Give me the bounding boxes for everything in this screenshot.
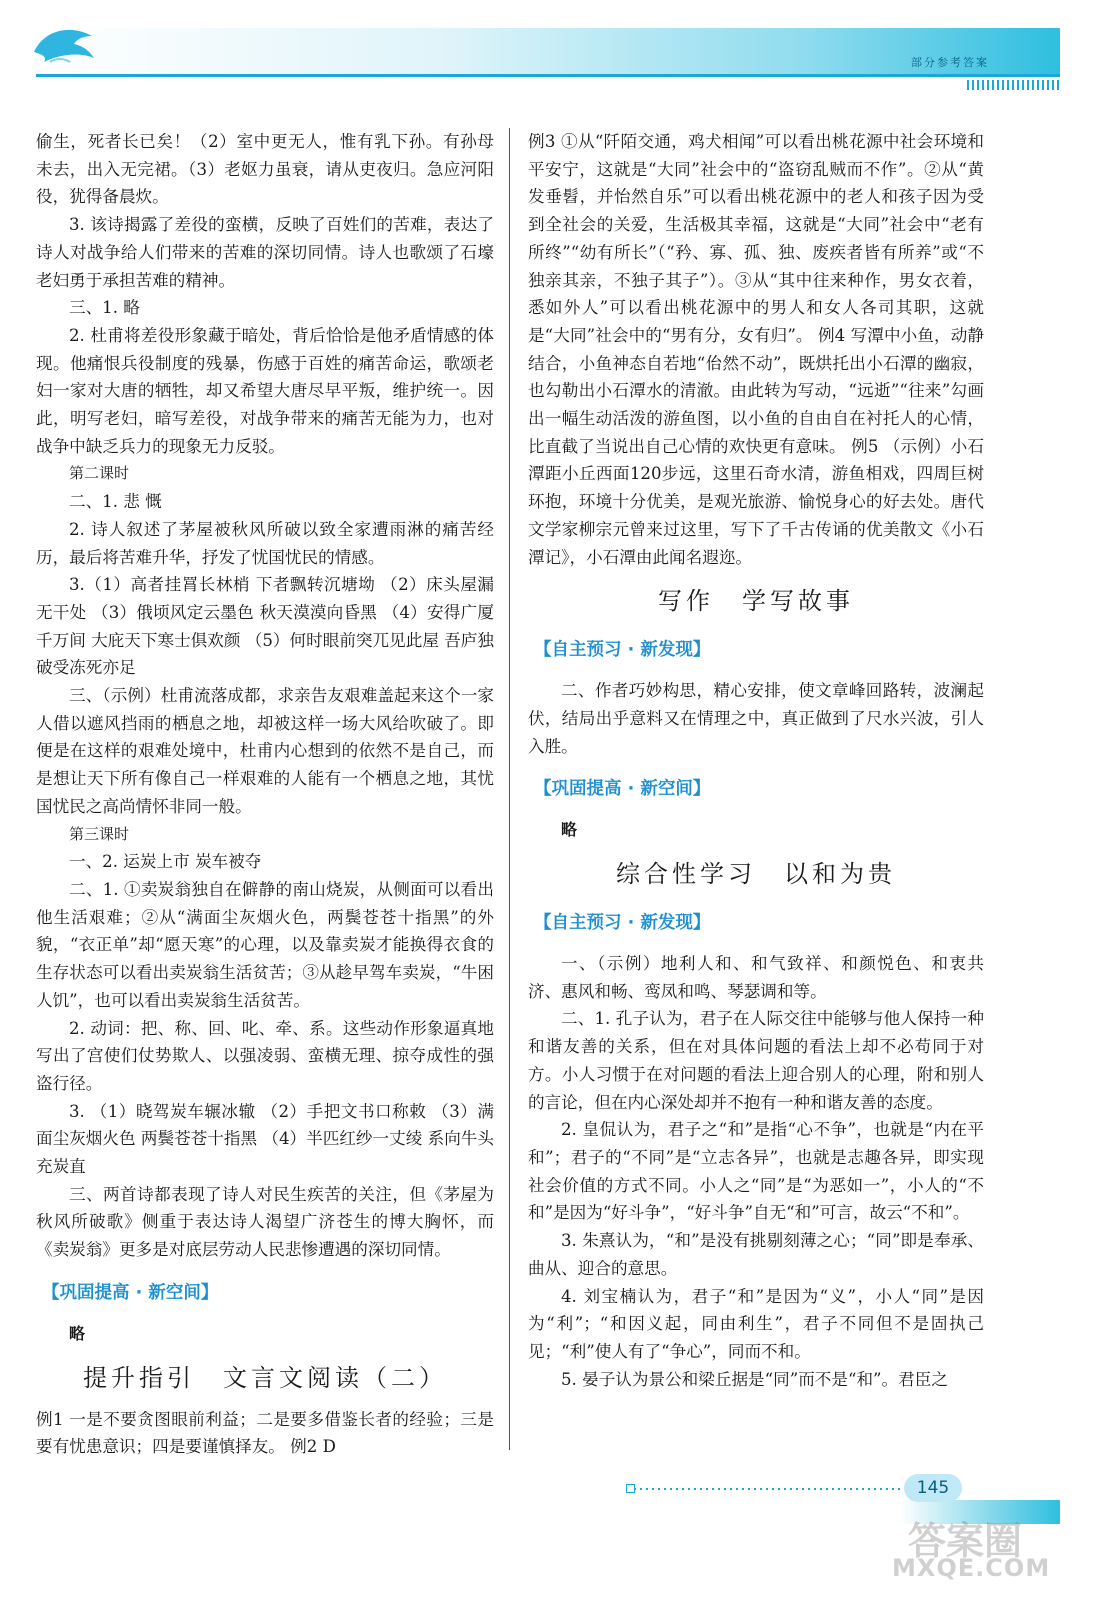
answer-paragraph: 例1 一是不要贪图眼前利益；二是要多借鉴长者的经验；三是要有忧患意识；四是要谨慎择友。 例2 D [36,1409,494,1457]
omitted-note: 略 [69,1323,86,1343]
answer-paragraph: 三、两首诗都表现了诗人对民生疾苦的关注，但《茅屋为秋风所破歌》侧重于表达诗人渴望广济苍生的博大胸怀，而《卖炭翁》更多是对底层劳动人民悲惨遭遇的深切同情。 [36,1184,494,1260]
answer-paragraph: 2. 杜甫将差役形象藏于暗处，背后恰恰是他矛盾情感的体现。他痛恨兵役制度的残暴，伤感于百姓的痛苦命运，歌颂老妇一家对大唐的牺牲，却又希望大唐尽早平叛，维护统一。因此，明写老妇，暗写差役，对战争带来的痛苦无能为力，也对战争中缺乏兵力的现象无力反驳。 [36,325,494,456]
answer-paragraph: 5. 晏子认为景公和梁丘据是“同”而不是“和”。君臣之 [561,1369,948,1389]
footer-dotted-line [634,1488,904,1490]
watermark-url: MXQE.COM [892,1554,1051,1582]
header-bars [967,80,1059,90]
answer-paragraph: 2. 皇侃认为，君子之“和”是指“心不争”，也就是“内在平和”；君子的“不同”是“立志各异”，也就是志趣各异，即实现社会价值的方式不同。小人之“同”是“为恶如一”，小人的“不和”是因为“好斗争”，“好斗争”自无“和”可言，故云“不和”。 [528,1120,984,1223]
watermark [888,1510,1088,1590]
column-divider [509,128,510,1450]
header-band [40,28,1060,74]
section-banner: 【自主预习 · 新发现】 [534,913,711,934]
section-heading: 写作 学写故事 [658,587,854,616]
section-banner: 【自主预习 · 新发现】 [534,640,711,661]
answer-paragraph: 4. 刘宝楠认为，君子“和”是因为“义”，小人“同”是因为“利”；“和因义起，同由利生”，君子不同但不是固执己见；“利”使人有了“争心”，同而不和。 [528,1286,984,1361]
answer-paragraph: 二、作者巧妙构思，精心安排，使文章峰回路转，波澜起伏，结局出乎意料又在情理之中，真正做到了尺水兴波，引人入胜。 [528,681,984,756]
left-column [36,128,494,1461]
section-heading: 综合性学习 以和为贵 [616,860,896,889]
answer-paragraph: 2. 动词：把、称、回、叱、牵、系。这些动作形象逼真地写出了宫使们仗势欺人、以强凌弱、蛮横无理、掠夺成性的强盗行径。 [36,1018,494,1093]
section-heading: 提升指引 文言文阅读（二） [83,1363,447,1392]
answer-paragraph: 二、1. 悲 慨 [69,492,162,512]
answer-paragraph: 一、2. 运炭上市 炭车被夺 [69,852,262,872]
answer-paragraph: 一、（示例）地利人和、和气致祥、和颜悦色、和衷共济、惠风和畅、鸾凤和鸣、琴瑟调和等。 [528,954,984,1001]
lesson-subheading: 第二课时 [69,464,130,483]
answer-paragraph: 3.（1）高者挂罥长林梢 下者飘转沉塘坳 （2）床头屋漏无干处 （3）俄顷风定云墨色 秋天漠漠向昏黑 （4）安得广厦千万间 大庇天下寒士俱欢颜 （5）何时眼前突兀见此屋 吾庐独破受冻死亦足 [36,575,494,678]
section-banner: 【巩固提高 · 新空间】 [534,779,711,800]
watermark-logo-text: 答案圈 [908,1519,1023,1563]
right-column [528,128,984,1393]
answer-paragraph: 2. 诗人叙述了茅屋被秋风所破以致全家遭雨淋的痛苦经历，最后将苦难升华，抒发了忧国忧民的情感。 [36,519,494,567]
section-banner: 【巩固提高 · 新空间】 [42,1282,219,1303]
omitted-note: 略 [561,820,578,840]
header-title: 部分参考答案 [911,56,989,69]
answer-paragraph: 三、1. 略 [69,298,140,318]
page-number: 145 [904,1474,962,1502]
answer-paragraph: 3. 该诗揭露了差役的蛮横，反映了百姓们的苦难，表达了诗人对战争给人们带来的苦难的深切同情。诗人也歌颂了石壕老妇勇于承担苦难的精神。 [36,215,494,290]
lesson-subheading: 第三课时 [69,824,130,843]
answer-paragraph: 二、1. ①卖炭翁独自在僻静的南山烧炭，从侧面可以看出他生活艰难；②从“满面尘灰烟火色，两鬓苍苍十指黑”的外貌，“衣正单”却“愿天寒”的心理，以及靠卖炭才能换得衣食的生存状态可以看出卖炭翁生活贫苦；③从趁早驾车卖炭，“牛困人饥”，也可以看出卖炭翁生活贫苦。 [36,879,494,1010]
answer-paragraph: 三、（示例）杜甫流落成都，求亲告友艰难盖起来这个一家人借以遮风挡雨的栖息之地，却被这样一场大风给吹破了。即便是在这样的艰难处境中，杜甫内心想到的依然不是自己，而是想让天下所有像自己一样艰难的人能有一个栖息之地，其忧国忧民之高尚情怀非同一般。 [36,686,494,816]
answer-paragraph: 二、1. 孔子认为，君子在人际交往中能够与他人保持一种和谐友善的关系，但在对具体问题的看法上却不必苟同于对方。小人习惯于在对问题的看法上迎合别人的心理，附和别人的言论，但在内心深处却并不抱有一种和谐友善的态度。 [528,1009,984,1112]
header-line [36,74,1060,77]
answer-paragraph: 偷生，死者长已矣！（2）室中更无人，惟有乳下孙。有孙母未去，出入无完裙。（3）老妪力虽衰，请从吏夜归。急应河阳役，犹得备晨炊。 [36,132,494,207]
answer-paragraph: 例3 ①从“阡陌交通，鸡犬相闻”可以看出桃花源中社会环境和平安宁，这就是“大同”社会中的“盗窃乱贼而不作”。②从“黄发垂髫，并怡然自乐”可以看出桃花源中的老人和孩子因为受到全社会的关爱，生活极其幸福，这就是“大同”社会中“老有所终”“幼有所长”（“矜、寡、孤、独、废疾者皆有所养”或“不独亲其亲，不独子其子”）。③从“其中往来种作，男女衣着，悉如外人”可以看出桃花源中的男人和女人各司其职，这就是“大同”社会中的“男有分，女有归”。 例4 写潭中小鱼，动静结合，小鱼神态自若地“佁然不动”，既烘托出小石潭的幽寂，也勾勒出小石潭水的清澈。由此转为写动，“远逝”“往来”勾画出一幅生动活泼的游鱼图，以小鱼的自由自在衬托人的心情，比直截了当说出自己心情的欢快更有意味。 例5 （示例）小石潭距小丘西面120步远，这里石奇水清，游鱼相戏，四周巨树环抱，环境十分优美，是观光旅游、愉悦身心的好去处。唐代文学家柳宗元曾来过这里，写下了千古传诵的优美散文《小石潭记》，小石潭由此闻名遐迩。 [528,132,984,567]
page-header [0,0,1099,100]
answer-paragraph: 3. （1）晓驾炭车辗冰辙 （2）手把文书口称敕 （3）满面尘灰烟火色 两鬓苍苍十指黑 （4）半匹红纱一丈绫 系向牛头充炭直 [36,1101,494,1177]
dolphin-logo-icon [30,22,100,70]
answer-paragraph: 3. 朱熹认为，“和”是没有挑剔刻薄之心；“同”即是奉承、曲从、迎合的意思。 [528,1231,984,1278]
